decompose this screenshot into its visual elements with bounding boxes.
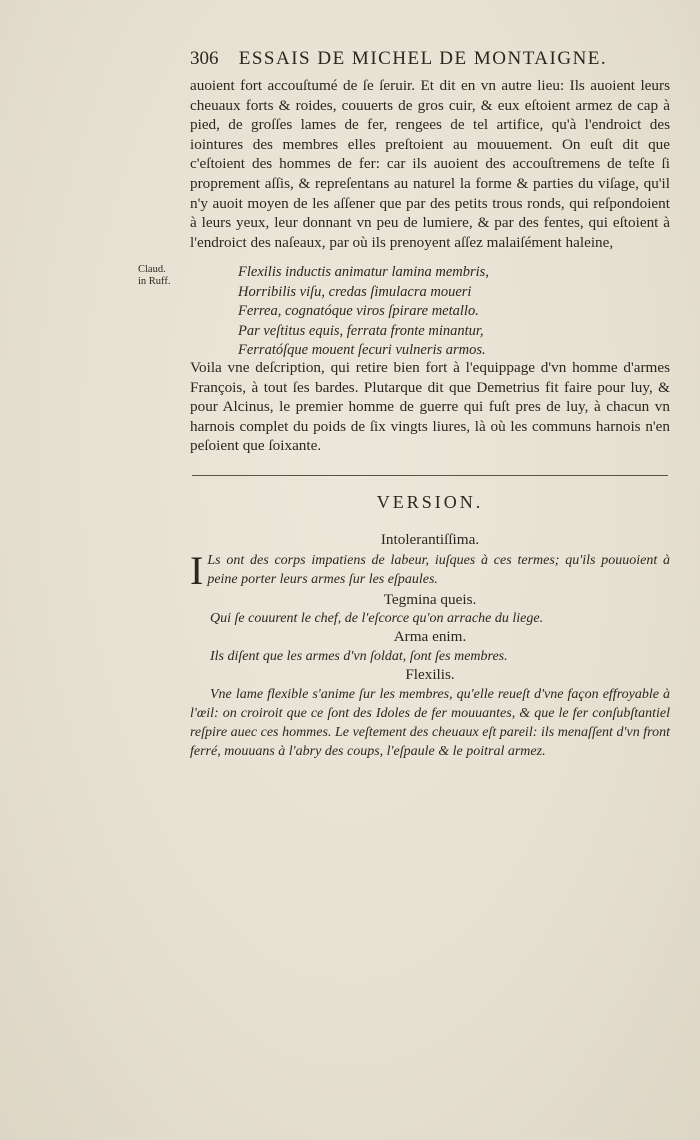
main-text-top — [190, 76, 670, 252]
main-text-bottom — [190, 358, 670, 456]
latin-lemma: Tegmina queis. — [383, 591, 477, 608]
french-translation — [190, 685, 670, 761]
marginal-note-line: Claud. — [138, 264, 166, 275]
marginal-note — [138, 264, 184, 288]
latin-lemma: Arma enim. — [393, 628, 467, 645]
latin-verse — [238, 263, 538, 361]
verse-line: Flexilis inductis animatur lamina membris, — [238, 264, 489, 280]
running-header — [190, 48, 670, 70]
paragraph: Voila vne deſcription, qui retire bien fort à l'equippage d'vn homme d'armes François, à tout ſes bardes. Plutarque dit que Demetrius fit faire pour luy, & pour Alcinus, le premier homme de guerre qui fuſt pres de luy, à chacun vn harnois complet du poids de ſix vingts liures, là où les communs harnois n'en peſoient que ſoixante. — [190, 359, 670, 455]
french-translation: Ils diſent que les armes d'vn ſoldat, ſont ſes membres. — [210, 649, 508, 664]
verse-line: Ferratóſque mouent ſecuri vulneris armos. — [238, 342, 486, 359]
translation-text: Vne lame flexible s'anime ſur les membres, qu'elle reueſt d'vne façon effroyable à l'œil: on croiroit que ce ſont des Idoles de fer mouuantes, & que le fer conſubſtantiel reſpire auec ces hommes. Le veſtement des cheuaux eſt pareil: ils menaſſent d'vn front ferré, mouuans à l'abry des coups, l'eſpaule & le poitral armez. — [190, 687, 670, 759]
page-number: 306 — [190, 48, 219, 69]
french-translation — [190, 548, 670, 593]
running-title: ESSAIS DE MICHEL DE MONTAIGNE. — [238, 48, 608, 69]
section-divider — [192, 475, 668, 476]
verse-line: Horribilis viſu, credas ſimulacra moueri — [238, 283, 472, 300]
verse-line: Par veſtitus equis, ferrata fronte minantur, — [238, 322, 484, 339]
latin-lemma: Flexilis. — [405, 666, 455, 683]
paragraph: auoient fort accouſtumé de ſe ſeruir. Et dit en vn autre lieu: Ils auoient leurs cheuaux forts & roides, couuerts de gros cuir, & eux eſtoient armez de cap à pied, de groſſes lames de fer, rengees de tel artifice, qu'à l'endroict des iointures des membres elles preſtoient au mouuement. On euſt dit que c'eſtoient des hommes de fer: car ils auoient des accouſtremens de teſte ſi proprement aſſis, & repreſentans au naturel la forme & parties du viſage, qu'il n'y auoit moyen de les aſſener que par des petits trous ronds, qui reſpondoient à leurs yeux, leur donnant vn peu de lumiere, & par des fentes, qui eſtoient à l'endroict des naſeaux, par où ils prenoyent aſſez malaiſément haleine, — [190, 77, 670, 251]
version-heading: VERSION. — [376, 492, 484, 512]
drop-cap: I — [190, 548, 204, 593]
verse-line: Ferrea, cognatóque viros ſpirare metallo. — [238, 303, 479, 320]
translation-text: Ls ont des corps impatiens de labeur, iuſques à ces termes; qu'ils pouuoient à peine porter leurs armes ſur les eſpaules. — [207, 553, 670, 587]
french-translation: Qui ſe couurent le chef, de l'eſcorce qu'on arrache du liege. — [210, 611, 544, 626]
latin-lemma: Intolerantiſſima. — [380, 531, 480, 548]
marginal-note-line: in Ruff. — [138, 276, 171, 287]
